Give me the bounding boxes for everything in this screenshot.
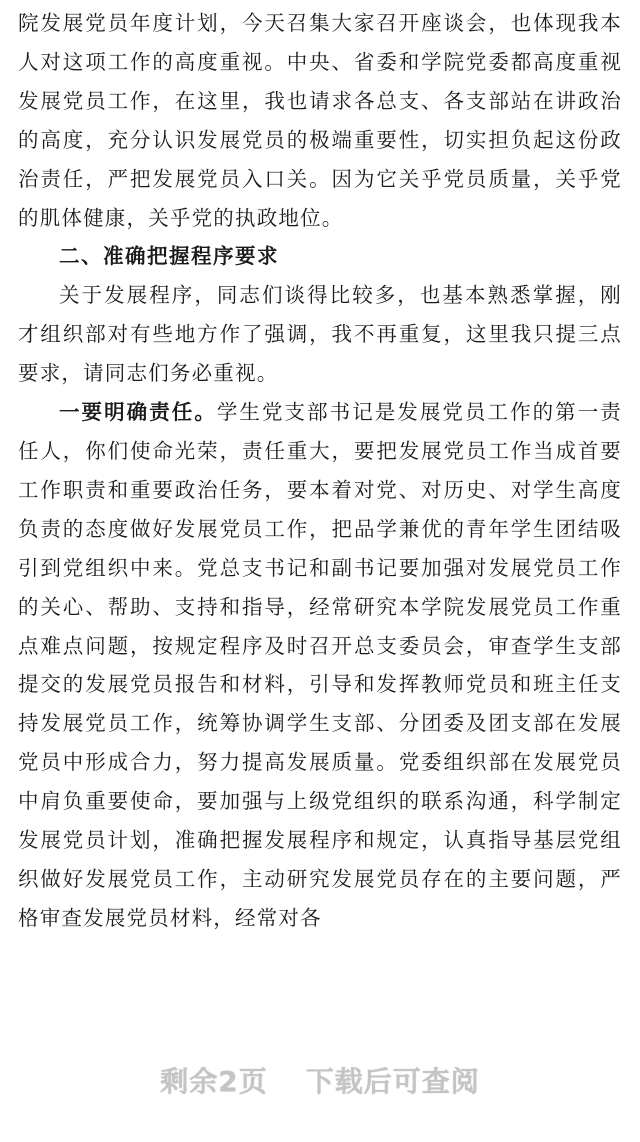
paragraph-procedure: 关于发展程序，同志们谈得比较多，也基本熟悉掌握，刚才组织部对有些地方作了强调，我不再重复，这里我只提三点要求，请同志们务必重视。 xyxy=(18,283,622,386)
download-prompt[interactable] xyxy=(0,1050,640,1110)
paragraph-body: 学生党支部书记是发展党员工作的第一责任人，你们使命光荣，责任重大，要把发展党员工作当成首要工作职责和重要政治任务，要本着对党、对历史、对学生高度负责的态度做好发展党员工作，把品学兼优的青年学生团结吸引到党组织中来。党总支书记和副书记要加强对发展党员工作的关心、帮助、支持和指导，经常研究本学院发展党员工作重点难点问题，按规定程序及时召开总支委员会，审查学生支部提交的发展党员报告和材料，引导和发挥教师党员和班主任支持发展党员工作，统筹协调学生支部、分团委及团支部在发展党员中形成合力，努力提高发展质量。党委组织部在发展党员中肩负重要使命，要加强与上级党组织的联系沟通，科学制定发展党员计划，准确把握发展程序和规定，认真指导基层党组织做好发展党员工作，主动研究发展党员存在的主要问题，严格审查发展党员材料，经常对各 xyxy=(18,400,622,930)
paragraph-responsibility xyxy=(18,393,622,938)
download-to-view-label[interactable]: 下载后可查阅 xyxy=(305,1065,480,1098)
paragraph-lead: 一要明确责任。 xyxy=(59,400,217,425)
section-heading-2: 二、准确把握程序要求 xyxy=(59,244,279,269)
paragraph-intro: 院发展党员年度计划，今天召集大家召开座谈会，也体现我本人对这项工作的高度重视。中央、省委和学院党委都高度重视发展党员工作，在这里，我也请求各总支、各支部站在讲政治的高度，充分认识发展党员的极端重要性，切实担负起这份政治责任，严把发展党员入口关。因为它关乎党员质量，关乎党的肌体健康，关乎党的执政地位。 xyxy=(18,11,622,230)
remaining-pages-label: 剩余2页 xyxy=(160,1065,268,1098)
